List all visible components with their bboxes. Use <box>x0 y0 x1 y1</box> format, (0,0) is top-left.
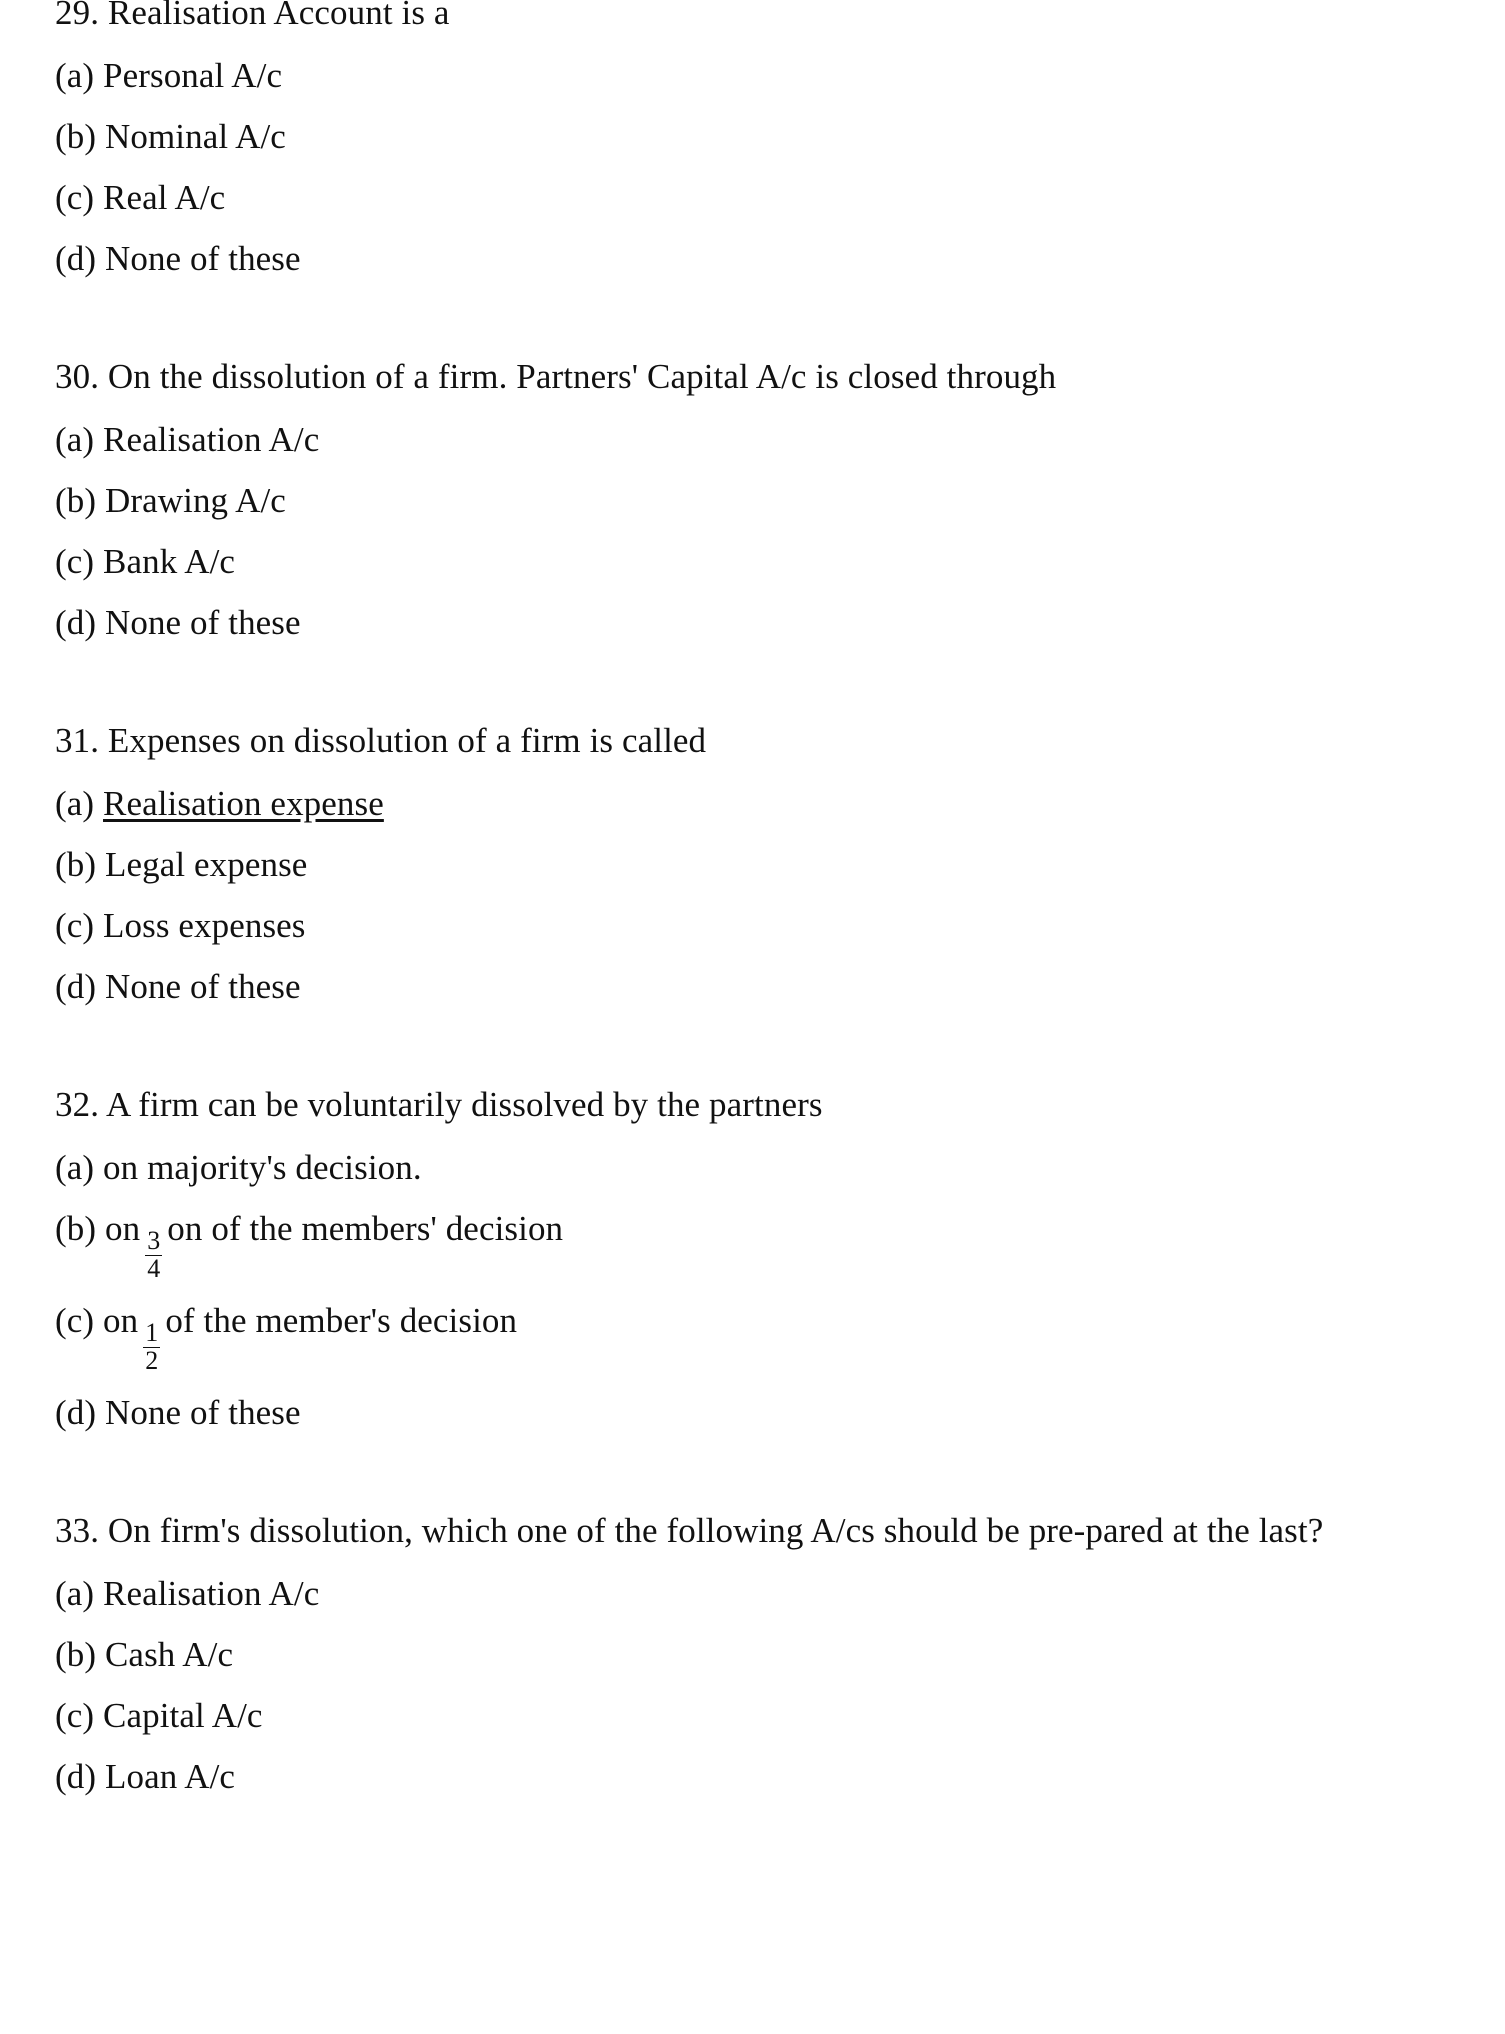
option-29-d <box>55 233 1445 284</box>
option-text: Realisation A/c <box>103 1573 320 1613</box>
option-tag: (a) <box>55 419 95 459</box>
option-tag: (a) <box>55 783 95 823</box>
option-tag: (b) <box>55 116 97 156</box>
option-text: Drawing A/c <box>104 480 286 520</box>
spacer <box>55 1052 1445 1080</box>
fraction-one-half <box>143 1317 160 1376</box>
option-tag: (a) <box>55 55 95 95</box>
option-tag: (b) <box>55 844 97 884</box>
option-text-before-fraction: on <box>103 1300 139 1340</box>
option-29-c <box>55 172 1445 223</box>
option-text: Realisation A/c <box>103 419 320 459</box>
fraction-numerator: 3 <box>147 1225 161 1255</box>
option-text: Legal expense <box>104 844 308 884</box>
option-text: None of these <box>104 603 301 643</box>
option-tag: (d) <box>55 1392 97 1432</box>
option-tag: (d) <box>55 603 97 643</box>
option-tag: (a) <box>55 1147 95 1187</box>
question-block-30 <box>55 352 1445 648</box>
question-text-29: 29. Realisation Account is a <box>55 0 450 32</box>
question-text-31: 31. Expenses on dissolution of a firm is called <box>55 721 707 761</box>
fraction-numerator: 1 <box>145 1317 159 1347</box>
option-text: None of these <box>104 967 301 1007</box>
fraction-denominator: 4 <box>147 1254 161 1284</box>
option-text: None of these <box>104 238 301 278</box>
option-text: Loss expenses <box>103 906 306 945</box>
question-block-29 <box>55 0 1445 284</box>
option-text: Personal A/c <box>103 55 283 95</box>
option-32-a <box>55 1142 1445 1193</box>
question-block-31 <box>55 716 1445 1012</box>
option-tag: (c) <box>55 1300 95 1340</box>
option-32-c <box>55 1295 1445 1377</box>
option-text: Loan A/c <box>104 1756 236 1796</box>
option-31-c <box>55 900 1445 951</box>
option-tag: (c) <box>55 906 95 945</box>
option-30-c <box>55 536 1445 587</box>
option-tag: (c) <box>55 541 95 581</box>
option-tag: (d) <box>55 1756 97 1796</box>
option-text: Bank A/c <box>103 541 236 581</box>
option-text-after-fraction: of the member's decision <box>165 1300 518 1340</box>
question-block-32 <box>55 1080 1445 1438</box>
option-tag: (b) <box>55 480 97 520</box>
option-tag: (b) <box>55 1634 97 1674</box>
option-text: None of these <box>104 1392 301 1432</box>
spacer <box>55 1478 1445 1506</box>
option-29-a <box>55 50 1445 101</box>
option-30-d <box>55 597 1445 648</box>
fraction-three-fourths <box>145 1225 162 1284</box>
option-text: Real A/c <box>103 177 226 217</box>
option-text: on majority's decision. <box>103 1147 422 1187</box>
option-text-marked-answer: Realisation expense <box>103 783 384 823</box>
option-33-b <box>55 1629 1445 1680</box>
option-31-b <box>55 839 1445 890</box>
option-text: Cash A/c <box>104 1634 234 1674</box>
spacer <box>55 688 1445 716</box>
option-text: Capital A/c <box>103 1695 263 1735</box>
option-30-a <box>55 414 1445 465</box>
question-text-32: 32. A firm can be voluntarily dissolved by the partners <box>55 1085 823 1125</box>
fraction-denominator: 2 <box>145 1346 159 1376</box>
option-tag: (a) <box>55 1573 95 1613</box>
option-text-before-fraction: on <box>104 1208 141 1248</box>
option-33-d <box>55 1751 1445 1802</box>
option-31-d <box>55 961 1445 1012</box>
question-block-33 <box>55 1506 1445 1802</box>
option-29-b <box>55 111 1445 162</box>
option-31-a <box>55 778 1445 829</box>
option-33-a <box>55 1568 1445 1619</box>
option-tag: (c) <box>55 1695 95 1735</box>
option-32-b <box>55 1203 1445 1285</box>
spacer <box>55 324 1445 352</box>
question-text-30: 30. On the dissolution of a firm. Partners' Capital A/c is closed through <box>55 357 1057 397</box>
option-tag: (d) <box>55 238 97 278</box>
option-tag: (c) <box>55 177 95 217</box>
question-text-33: 33. On firm's dissolution, which one of the following A/cs should be pre-pared at the last? <box>55 1510 1324 1550</box>
option-33-c <box>55 1690 1445 1741</box>
option-tag: (b) <box>55 1208 97 1248</box>
option-30-b <box>55 475 1445 526</box>
option-32-d <box>55 1387 1445 1438</box>
option-tag: (d) <box>55 967 97 1007</box>
option-text: Nominal A/c <box>104 116 286 156</box>
option-text-after-fraction: on of the members' decision <box>167 1208 564 1248</box>
